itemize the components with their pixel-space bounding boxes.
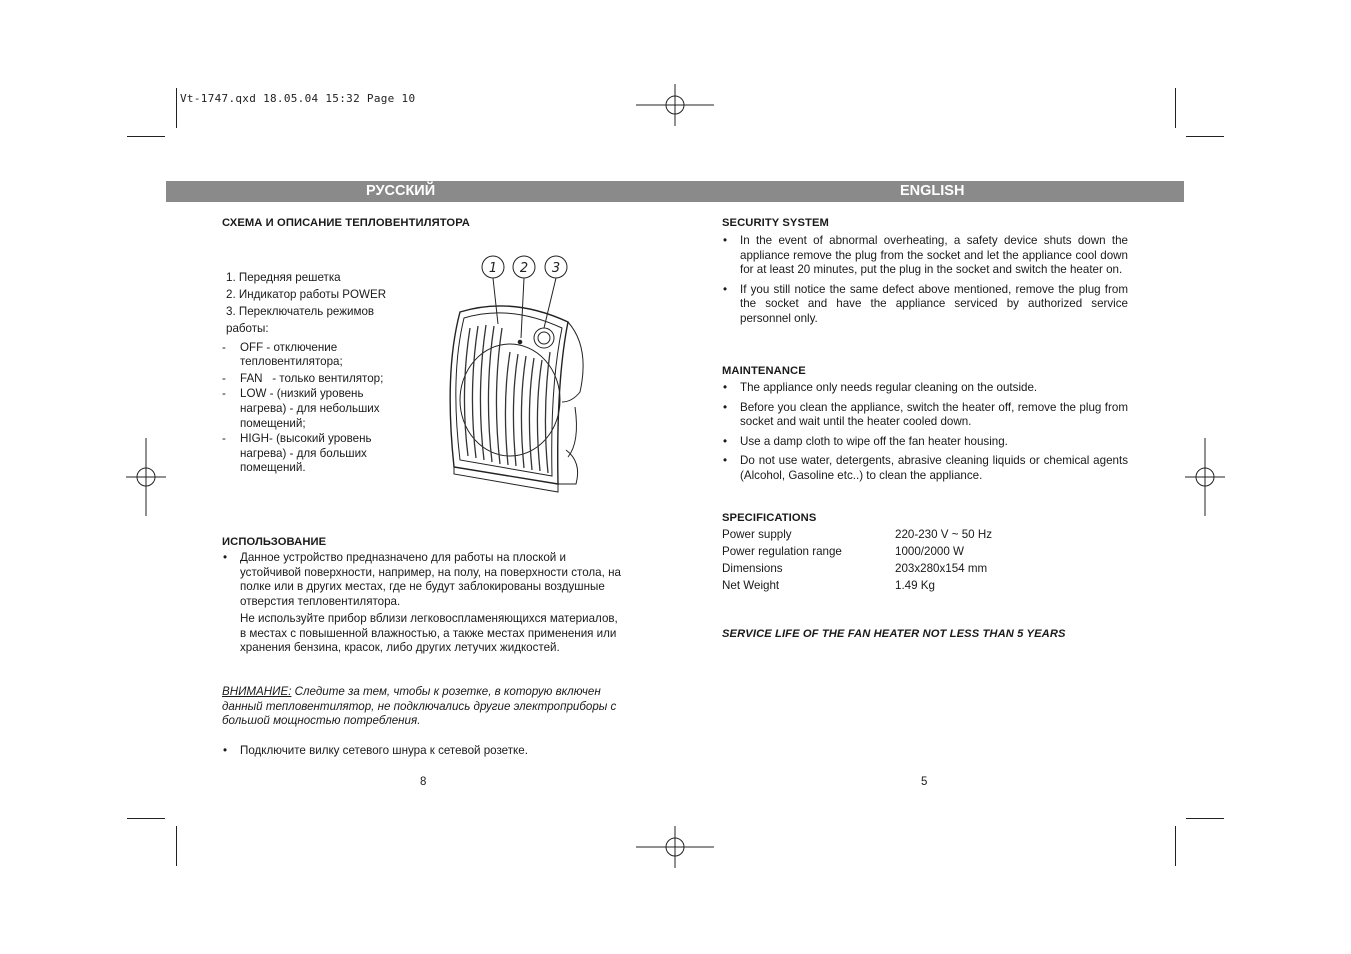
maintenance-list [722,381,1128,489]
warning-note [222,685,632,729]
parts-list [222,271,422,476]
page-number: 8 [420,776,427,788]
list-item: • If you still notice the same defect above mentioned, remove the plug from the socket and have the appliance serviced by authorized service personnel only. [722,283,1128,327]
section-header-label: ENGLISH [900,183,965,199]
list-item: • Данное устройство предназначено для работы на плоской и устойчивой поверхности, например, на полу, на поверхности стола, на полке или в других местах, где не будут заблокированы воздушные отверстия тепловентилятора. [222,551,622,609]
registration-mark-icon [636,84,714,126]
list-item: • In the event of abnormal overheating, a safety device shuts down the appliance remove the plug from the socket and let the appliance cool down for at least 20 minutes, put the plug in the socket and switch the heater on. [722,234,1128,278]
crop-mark [1186,818,1224,819]
page-number: 5 [921,776,928,788]
spec-value: 1000/2000 W [895,544,964,558]
plug-list [222,744,632,764]
spec-value: 1.49 Kg [895,578,935,592]
callout-3: 3 [551,261,561,276]
print-slug: Vt-1747.qxd 18.05.04 15:32 Page 10 [180,92,416,105]
crop-mark [127,136,165,137]
specifications-title: SPECIFICATIONS [722,512,817,524]
crop-mark [127,818,165,819]
mode-item: - FAN - только вентилятор; [222,371,384,385]
usage-title: ИСПОЛЬЗОВАНИЕ [222,536,327,548]
registration-mark-icon [636,826,714,868]
list-item: • The appliance only needs regular cleaning on the outside. [722,381,1128,396]
crop-mark [176,826,177,866]
security-list [722,234,1128,332]
list-item: • Подключите вилку сетевого шнура к сетевой розетке. [222,744,632,759]
callout-1: 1 [488,261,498,276]
section-header-english [676,181,1184,202]
mode-item: - HIGH- (высокий уровень нагрева) - для больших помещений. [222,432,372,475]
service-life-note: SERVICE LIFE OF THE FAN HEATER NOT LESS THAN 5 YEARS [722,628,1066,640]
specifications-table [722,528,1128,593]
part-item: 3. Переключатель режимов [226,304,375,318]
list-item: • Do not use water, detergents, abrasive cleaning liquids or chemical agents (Alcohol, Gasoline etc..) to clean the appliance. [722,454,1128,483]
list-item: • Before you clean the appliance, switch the heater off, remove the plug from socket and wait until the heater cooled down. [722,401,1128,430]
spec-label: Net Weight [722,578,780,592]
crop-mark [1186,136,1224,137]
spec-label: Power regulation range [722,544,842,558]
crop-mark [176,88,177,128]
spec-label: Power supply [722,528,792,541]
part-item-continuation: работы: [226,321,269,335]
section-header-label: РУССКИЙ [366,183,436,199]
registration-mark-icon [126,438,166,516]
spec-label: Dimensions [722,561,783,575]
warning-label: ВНИМАНИЕ: [222,685,292,698]
callout-2: 2 [519,261,529,276]
security-title: SECURITY SYSTEM [722,217,829,229]
part-item: 1. Передняя решетка [226,271,341,284]
diagram-title: СХЕМА И ОПИСАНИЕ ТЕПЛОВЕНТИЛЯТОРА [222,217,470,229]
list-item: • Use a damp cloth to wipe off the fan heater housing. [722,435,1128,450]
warning-text: Следите за тем, чтобы к розетке, в которую включен данный тепловентилятор, не подключались другие электроприборы с большой мощностью потребления. [222,685,617,728]
usage-list [222,551,622,614]
part-item: 2. Индикатор работы POWER [226,287,387,301]
spec-value: 203x280x154 mm [895,561,988,575]
crop-mark [1175,88,1176,128]
mode-item: - LOW - (низкий уровень нагрева) - для небольших помещений; [222,387,380,430]
maintenance-title: MAINTENANCE [722,365,806,377]
spec-value: 220-230 V ~ 50 Hz [895,528,993,541]
usage-paragraph: Не используйте прибор вблизи легковоспламеняющихся материалов, в местах с повышенной влажностью, а также местах применения или хранения бензина, красок, либо других летучих жидкостей. [240,612,618,655]
fan-heater-illustration [440,252,590,502]
section-header-russian [166,181,676,202]
registration-mark-icon [1185,438,1225,516]
crop-mark [1175,826,1176,866]
mode-item: - OFF - отключение тепловентилятора; [222,340,343,369]
